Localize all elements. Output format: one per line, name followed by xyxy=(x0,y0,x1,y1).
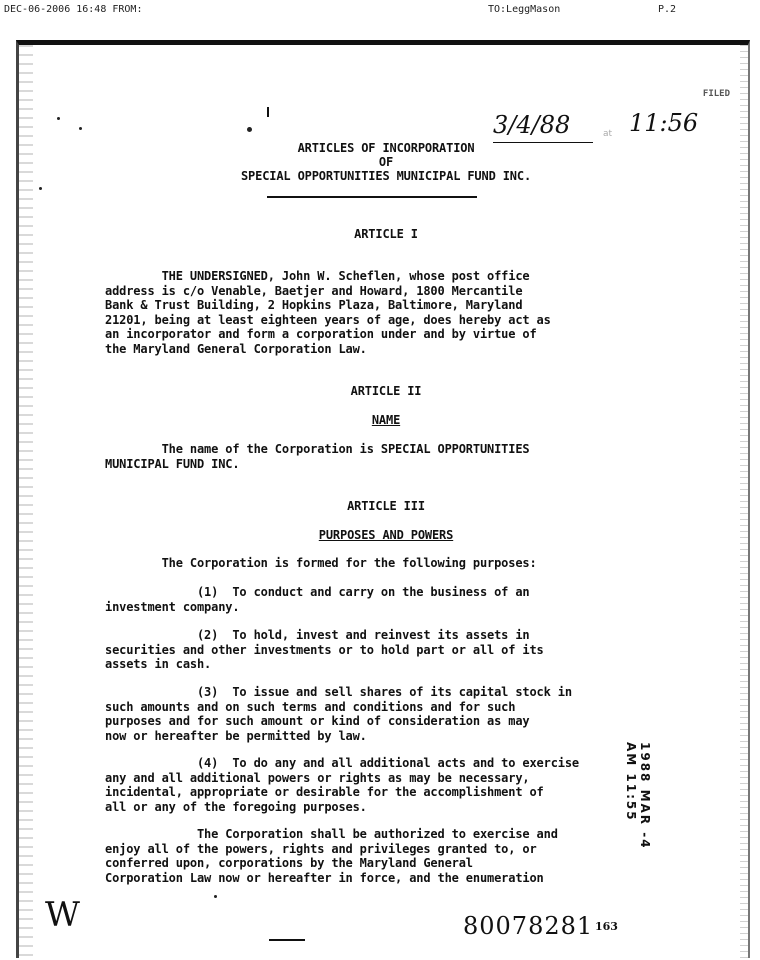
article-1-line: THE UNDERSIGNED, John W. Scheflen, whose post office xyxy=(105,269,530,283)
article-3-subheading: PURPOSES AND POWERS xyxy=(318,528,454,542)
speck xyxy=(214,895,217,898)
purpose-item-3: now or hereafter be permitted by law. xyxy=(105,728,367,743)
speck xyxy=(57,117,60,120)
article-2-heading: ARTICLE II xyxy=(350,384,422,398)
powers-paragraph: Corporation Law now or hereafter in force, and the enumeration xyxy=(105,870,544,885)
article-2-subheading: NAME xyxy=(371,413,401,427)
handwritten-time: 11:56 xyxy=(629,109,699,137)
purpose-item-1: investment company. xyxy=(105,599,240,614)
fax-header xyxy=(0,4,760,20)
purpose-item-4: incidental, appropriate or desirable for the accomplishment of xyxy=(105,785,544,799)
title-line-3: SPECIAL OPPORTUNITIES MUNICIPAL FUND INC. xyxy=(240,169,532,183)
footer-mark xyxy=(269,939,305,941)
speck xyxy=(247,127,252,132)
purpose-item-2: (2) To hold, invest and reinvest its assets in xyxy=(105,628,530,642)
document-number: 80078281 xyxy=(463,912,594,940)
recording-side-stamp: 1988 MAR -4 AM 11:55 xyxy=(624,742,652,850)
purpose-item-4: any and all additional powers or rights as may be necessary, xyxy=(105,770,530,785)
article-1-heading: ARTICLE I xyxy=(354,227,418,241)
title-line-2: OF xyxy=(378,155,394,169)
purpose-item-3: purposes and for such amount or kind of consideration as may xyxy=(105,714,530,728)
handwritten-date: 3/4/88 xyxy=(493,111,571,139)
article-1-line: 21201, being at least eighteen years of age, does hereby act as xyxy=(105,312,551,327)
article-1-line: Bank & Trust Building, 2 Hopkins Plaza, Baltimore, Maryland xyxy=(105,298,523,312)
purpose-item-2: securities and other investments or to hold part or all of its xyxy=(105,642,544,657)
article-1-line: an incorporator and form a corporation under and by virtue of xyxy=(105,327,537,341)
fax-date-from: DEC-06-2006 16:48 FROM: xyxy=(4,4,143,15)
margin-handwritten-mark: W xyxy=(45,895,80,935)
purpose-item-3: (3) To issue and sell shares of its capital stock in xyxy=(105,685,572,699)
handwritten-underline xyxy=(493,142,593,143)
fax-page-number: P.2 xyxy=(658,4,677,15)
article-3-intro: The Corporation is formed for the following purposes: xyxy=(105,556,537,570)
article-1-line: address is c/o Venable, Baetjer and Howard, 1800 Mercantile xyxy=(105,283,523,298)
speck xyxy=(39,187,42,190)
purpose-item-4: all or any of the foregoing purposes. xyxy=(105,799,367,814)
speck xyxy=(79,127,82,130)
purpose-item-4: (4) To do any and all additional acts and to exercise xyxy=(105,756,579,770)
fax-to: TO:LeggMason xyxy=(488,4,561,15)
purpose-item-1: (1) To conduct and carry on the business of an xyxy=(105,585,530,599)
article-3-heading: ARTICLE III xyxy=(347,499,425,513)
document-number-suffix: 163 xyxy=(595,920,618,933)
article-2-line: The name of the Corporation is SPECIAL OPPORTUNITIES xyxy=(105,442,530,456)
article-1-line: the Maryland General Corporation Law. xyxy=(105,341,367,356)
powers-paragraph: enjoy all of the powers, rights and privileges granted to, or xyxy=(105,841,537,856)
purpose-item-2: assets in cash. xyxy=(105,657,212,671)
title-rule xyxy=(267,196,477,198)
purpose-item-3: such amounts and on such terms and conditions and for such xyxy=(105,699,516,714)
article-2-line: MUNICIPAL FUND INC. xyxy=(105,456,240,471)
mark xyxy=(267,107,269,117)
powers-paragraph: The Corporation shall be authorized to exercise and xyxy=(105,827,558,841)
filed-stamp: FILED xyxy=(702,89,730,99)
powers-paragraph: conferred upon, corporations by the Maryland General xyxy=(105,856,473,870)
title-line-1: ARTICLES OF INCORPORATION xyxy=(297,141,475,155)
handwritten-at: at xyxy=(603,129,613,139)
